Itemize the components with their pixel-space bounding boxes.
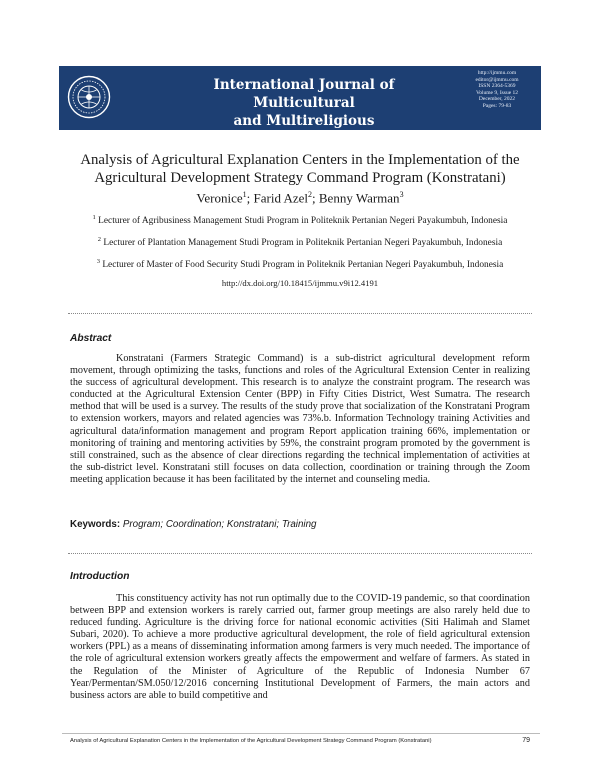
section-divider [68,553,532,554]
affiliation-text: Lecturer of Master of Food Security Studi Program in Politeknik Pertanian Negeri Payakumbuh, Indonesia [102,260,504,271]
journal-date: December, 2022 [478,96,516,103]
author-sup: 3 [399,190,404,199]
author-name: Veronice [196,190,243,206]
journal-title-line1: International Journal of Multicultural [213,77,395,111]
keywords-line [70,519,530,530]
paper-title-line2: Agricultural Development Strategy Command Program (Konstratani) [94,170,506,186]
page-number: 79 [522,737,530,744]
journal-meta-info [455,70,539,110]
abstract-text: Konstratani (Farmers Strategic Command) is a sub-district agricultural development reform movement, through optimizing the tasks, functions and roles of the Agricultural Extension Center in realizing the success of agricultural development. This research is to analyze the constraint program. The research was conducted at the Agricultural Extension Center (BPP) in Fifty Cities District, West Sumatra. The research method that will be used is a survey. The results of the study prove that socialization of the Konstratani Program to extension workers, mayors and related agencies was 73%.b. Information Technology training Activities and agricultural data/information management and program Report application training 66%, implementation or monitoring of training and mentoring activities by 59%, the constraint program promoted by the government is still constrained, such as the absence of clear directions regarding the technical implementation of activities at the sub-district level. Konstratani still focuses on data collection, coordination or training through the Zoom meeting application because it has been facilitated by the internet and counseling media. [70,353,530,485]
journal-header-banner [59,66,541,147]
doi-link[interactable]: http://dx.doi.org/10.18415/ijmmu.v9i12.4191 [221,278,379,288]
paper-title [70,151,530,187]
author-sup: 2 [308,190,313,199]
affiliation-sup: 3 [96,258,100,265]
affiliation-1 [70,214,530,226]
author-name: Farid Azel [253,190,309,206]
affiliation-text: Lecturer of Plantation Management Studi Program in Politeknik Pertanian Negeri Payakumbuh, Indonesia [103,238,503,249]
journal-pages: Pages: 79-83 [482,102,512,109]
affiliation-2 [70,236,530,248]
affiliation-sup: 2 [97,236,102,243]
journal-title [179,76,429,148]
journal-title-line2: and Multireligious Understanding [233,113,375,147]
journal-emblem-icon [67,75,111,119]
running-title: Analysis of Agricultural Explanation Centers in the Implementation of the Agricultural Development Strategy Command Program (Konstratani) [70,738,432,744]
footer-divider [62,733,540,734]
journal-volume-issue: Volume 9, Issue 12 [475,89,519,96]
abstract-heading: Abstract [70,333,112,344]
journal-email[interactable]: editor@ijmmu.com [475,76,519,83]
author-sup: 1 [242,190,247,199]
paper-title-line1: Analysis of Agricultural Explanation Centers in the Implementation of the [80,152,520,168]
introduction-heading: Introduction [70,571,130,582]
author-list [70,190,530,206]
author-separator: ; [246,190,254,206]
introduction-text: This constituency activity has not run optimally due to the COVID-19 pandemic, so that coordination between BPP and extension workers is rarely carried out, farmer group meetings are also rarely held due to reduced funding. Agriculture is the driving force for national economic activities (Siti Halimah and Slamet Subari, 2020). To achieve a more productive agricultural development, the role of field agricultural extension workers (PPL) as a means of disseminating information among farmers is very much needed. The importance of the role of agricultural extension workers greatly affects the empowerment and welfare of farmers. As stated in the Regulation of the Minister of Agriculture of the Republic of Indonesia Number 67 Year/Permentan/SM.050/12/2016 concerning Institutional Development of Farmers, the main actors and business actors are able to build competitive and [70,593,530,701]
affiliation-text: Lecturer of Agribusiness Management Studi Program in Politeknik Pertanian Negeri Payakumbuh, Indonesia [98,216,508,227]
journal-url[interactable]: http://ijmmu.com [477,70,517,76]
affiliation-3 [70,258,530,270]
journal-issn: ISSN 2364-5369 [478,83,516,90]
affiliation-sup: 1 [92,214,96,221]
author-name: Benny Warman [318,190,400,206]
section-divider [68,313,532,314]
keywords-label: Keywords: [70,519,121,530]
author-separator: ; [312,190,319,206]
keywords-list: Program; Coordination; Konstratani; Training [122,519,317,530]
